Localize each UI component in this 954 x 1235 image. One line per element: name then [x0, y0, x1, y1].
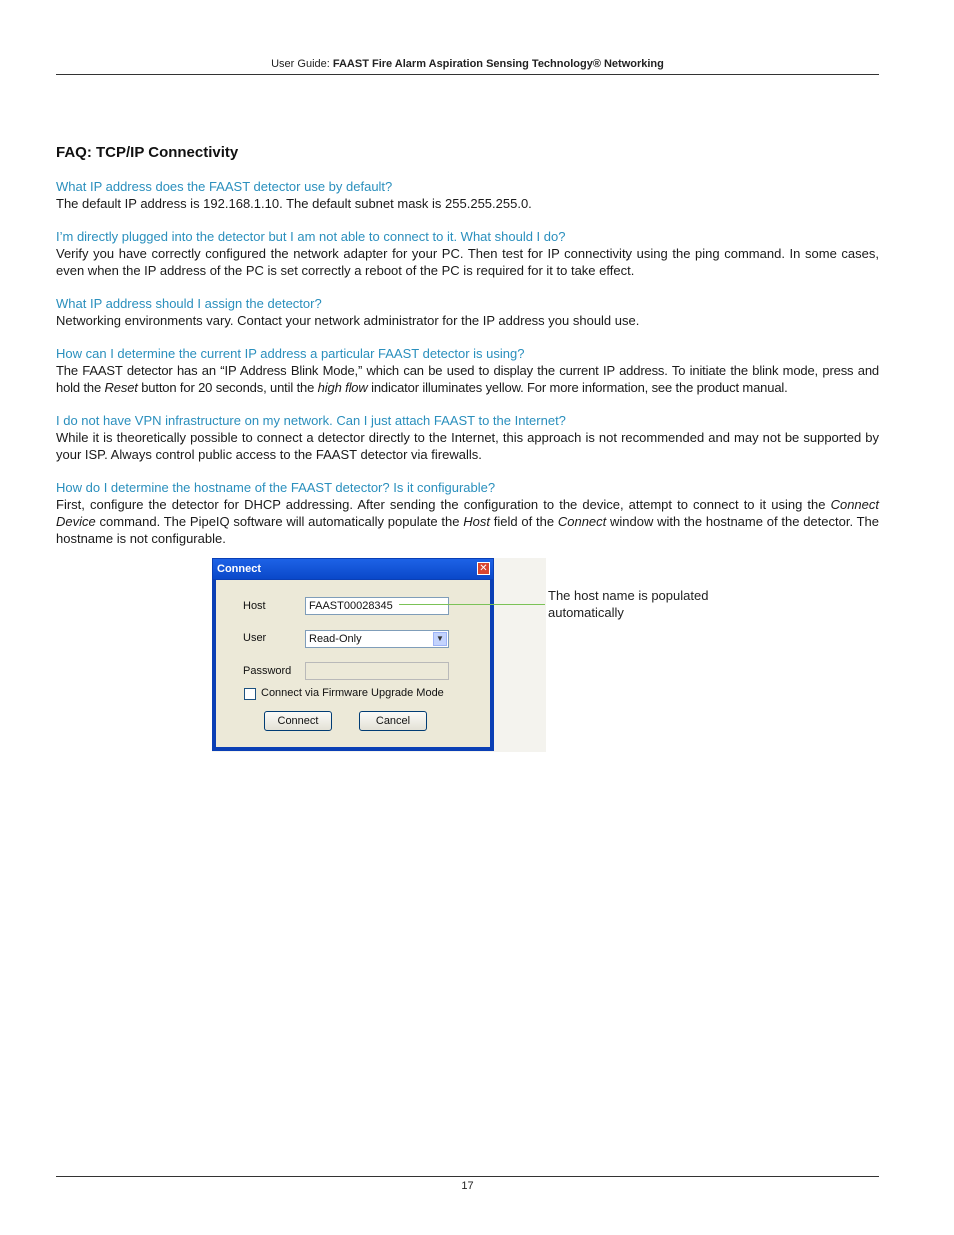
faq-answer: The default IP address is 192.168.1.10. The default subnet mask is 255.255.255.0.: [56, 196, 532, 211]
running-header: [56, 58, 879, 70]
host-label: Host: [243, 600, 266, 612]
footer-rule: [56, 1176, 879, 1177]
user-select[interactable]: [305, 630, 449, 648]
firmware-mode-checkbox[interactable]: [244, 688, 256, 700]
faq-item: [56, 178, 879, 212]
faq-item: [56, 228, 879, 279]
firmware-mode-label: Connect via Firmware Upgrade Mode: [261, 687, 444, 699]
faq-item: [56, 295, 879, 329]
password-field[interactable]: [305, 662, 449, 680]
faq-answer: [56, 496, 879, 547]
faq-question: What IP address does the FAAST detector use by default?: [56, 179, 393, 194]
callout-leader-line: [399, 604, 545, 605]
main-content: [56, 144, 879, 563]
faq-question: I do not have VPN infrastructure on my network. Can I just attach FAAST to the Internet?: [56, 413, 566, 428]
dialog-body: [216, 580, 490, 747]
answer-text: field of the: [490, 514, 558, 529]
user-label: User: [243, 632, 267, 644]
answer-text: command. The PipeIQ software will automatically populate the: [95, 514, 464, 529]
high-flow-term: high flow: [317, 380, 368, 395]
connect-dialog: [212, 558, 494, 751]
header-title: FAAST Fire Alarm Aspiration Sensing Technology® Networking: [332, 58, 664, 70]
chevron-down-icon[interactable]: ▼: [433, 632, 447, 646]
dialog-title: Connect: [217, 563, 261, 575]
faq-answer: Networking environments vary. Contact your network administrator for the IP address you should use.: [56, 313, 640, 328]
section-title: FAQ: TCP/IP Connectivity: [56, 144, 239, 161]
host-term: Host: [463, 514, 490, 529]
faq-question: How can I determine the current IP address a particular FAAST detector is using?: [56, 346, 525, 361]
host-input[interactable]: FAAST00028345: [305, 597, 449, 615]
answer-text: window with the hostname of the detector. The hostname is not configurable.: [56, 514, 879, 546]
connect-device-term: Connect Device: [56, 497, 879, 529]
faq-question: How do I determine the hostname of the FAAST detector? Is it configurable?: [56, 480, 496, 495]
connect-dialog-figure: [212, 558, 546, 752]
reset-term: Reset: [104, 380, 138, 395]
connect-button[interactable]: Connect: [264, 711, 332, 731]
password-label: Password: [243, 665, 292, 677]
faq-answer: [56, 362, 879, 396]
dialog-titlebar: [213, 559, 493, 579]
faq-question: What IP address should I assign the detector?: [56, 296, 322, 311]
callout-text: The host name is populated automatically: [548, 588, 709, 620]
answer-text: The FAAST detector has an “IP Address Blink Mode,” which can be used to display the current IP address. To initiate the blink mode, press and hold the: [56, 363, 879, 395]
answer-text: First, configure the detector for DHCP addressing. After sending the configuration to the device, attempt to connect to it using the: [56, 497, 831, 512]
faq-answer: Verify you have correctly configured the network adapter for your PC. Then test for IP connectivity using the ping command. In some cases, even when the IP address of the PC is set correctly a reboot of the PC is required for it to take effect.: [56, 246, 879, 278]
faq-question: I’m directly plugged into the detector but I am not able to connect to it. What should I do?: [56, 229, 566, 244]
header-prefix: User Guide:: [271, 58, 333, 70]
cancel-button[interactable]: Cancel: [359, 711, 427, 731]
faq-item: [56, 345, 879, 396]
close-icon[interactable]: ✕: [477, 562, 490, 575]
user-select-value: Read-Only: [309, 633, 362, 645]
faq-answer: While it is theoretically possible to connect a detector directly to the Internet, this approach is not recommended and may not be supported by your ISP. Always control public access to the FAAST detector via firewalls.: [56, 430, 879, 462]
answer-text: button for 20 seconds, until the: [137, 380, 318, 395]
faq-item: [56, 479, 879, 547]
page-number: 17: [461, 1180, 474, 1192]
faq-item: [56, 412, 879, 463]
answer-text: indicator illuminates yellow. For more information, see the product manual.: [367, 380, 788, 395]
header-rule: [56, 74, 879, 75]
connect-term: Connect: [557, 514, 607, 529]
